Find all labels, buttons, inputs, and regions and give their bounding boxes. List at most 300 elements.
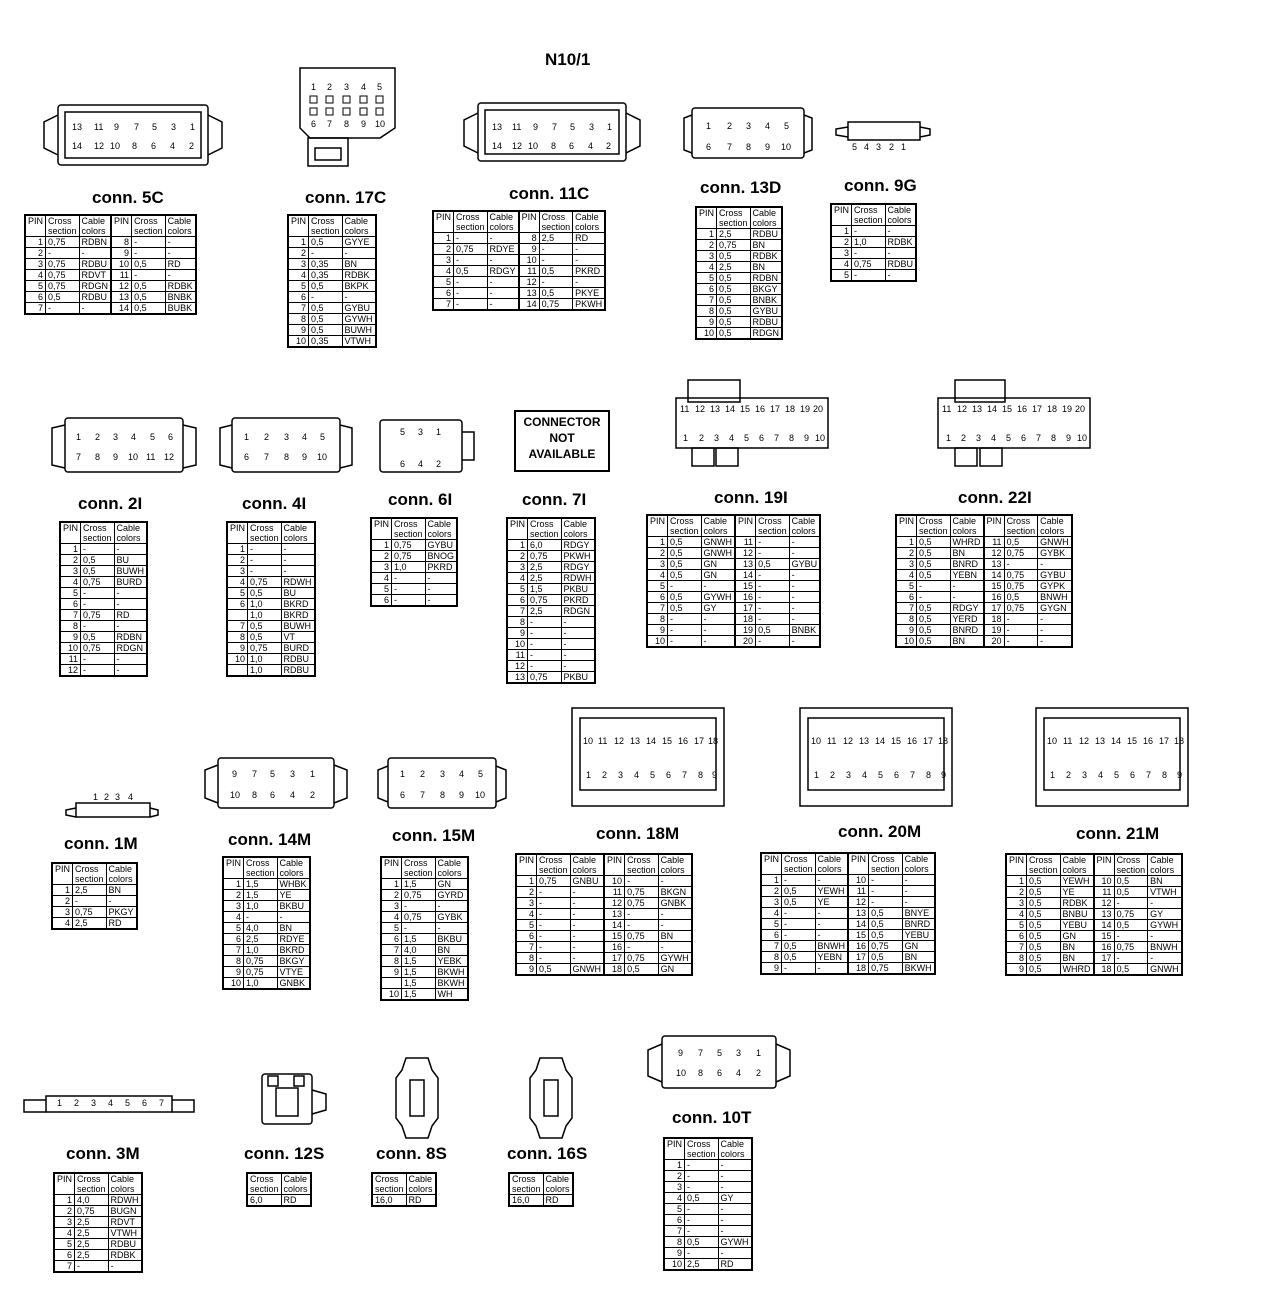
table-cell: 1,5 (402, 978, 436, 989)
table-cell: GYBU (789, 559, 820, 570)
table-row (227, 632, 315, 643)
table-header: PIN (111, 215, 132, 237)
table-header: PIN (433, 211, 454, 233)
table-cell: RDGN (114, 643, 147, 654)
table-cell: - (701, 614, 735, 625)
svg-text:17: 17 (694, 736, 705, 746)
table-row (223, 956, 310, 967)
svg-text:16: 16 (678, 736, 689, 746)
table-cell: 12 (519, 277, 540, 288)
table-row (1006, 876, 1182, 887)
svg-text:4: 4 (361, 82, 367, 92)
svg-text:3: 3 (171, 122, 177, 132)
svg-text:2: 2 (889, 142, 895, 152)
table-cell: 6 (896, 592, 917, 603)
svg-text:2: 2 (727, 121, 733, 131)
table-cell: 7 (507, 606, 528, 617)
table-row (1006, 920, 1182, 931)
table-header-row (507, 518, 595, 540)
table-cell: 0,5 (537, 964, 571, 976)
table-cell: 12 (1094, 898, 1115, 909)
conn-18m-drawing (572, 708, 724, 806)
table-cell: - (165, 248, 196, 259)
svg-text:17: 17 (770, 404, 781, 414)
svg-text:5: 5 (270, 769, 276, 779)
table-cell: GNWH (1148, 964, 1182, 976)
table-cell: RDBU (108, 1239, 142, 1250)
table-cell: - (789, 636, 820, 648)
svg-text:4: 4 (862, 770, 868, 780)
table-header: Cross section (509, 1173, 543, 1195)
table-cell: PKRD (425, 562, 457, 573)
table-cell: BKRD (281, 610, 315, 621)
conn-1m-drawing (66, 792, 158, 817)
table-cell: - (81, 544, 115, 555)
table-row (696, 306, 782, 317)
table-header-row (223, 857, 310, 879)
table-cell: 0,5 (1114, 887, 1148, 898)
table-cell: RDBK (750, 251, 782, 262)
table-cell: 6 (288, 292, 309, 303)
table-row (227, 665, 315, 677)
table-cell: - (392, 595, 426, 607)
conn-2i-drawing (52, 418, 196, 472)
table-row (223, 890, 310, 901)
conn-14m-title: conn. 14M (228, 830, 312, 849)
pin-table-16s (508, 1172, 574, 1207)
table-header-row (227, 522, 315, 544)
table-header-row (509, 1173, 573, 1195)
table-cell: 0,75 (392, 540, 426, 551)
table-cell: - (685, 1226, 719, 1237)
table-cell: BUGN (108, 1206, 142, 1217)
table-cell: 0,5 (1027, 876, 1061, 887)
table-row (896, 592, 1072, 603)
table-cell: 0,5 (917, 625, 951, 636)
table-cell: 0,35 (309, 336, 343, 348)
table-cell: - (917, 592, 951, 603)
table-header: PIN (54, 1173, 75, 1195)
table-cell: - (815, 963, 848, 975)
svg-text:2: 2 (74, 1098, 80, 1108)
table-cell: 8 (507, 617, 528, 628)
table-cell: 0,5 (917, 570, 951, 581)
table-row (25, 248, 196, 259)
table-cell: - (281, 544, 315, 555)
table-cell: 0,5 (717, 273, 751, 284)
table-row (696, 240, 782, 251)
table-cell: BKPK (342, 281, 376, 292)
table-cell: 3 (381, 901, 402, 912)
table-cell: PKWH (561, 551, 595, 562)
table-cell: - (685, 1171, 719, 1182)
table-cell: 8 (60, 621, 81, 632)
table-cell: - (685, 1215, 719, 1226)
svg-text:16: 16 (907, 736, 918, 746)
table-cell: 8 (111, 237, 132, 248)
table-cell: - (756, 636, 790, 648)
table-cell: - (902, 886, 935, 897)
table-cell: BN (750, 262, 782, 273)
table-row (25, 281, 196, 292)
table-cell: - (1148, 931, 1182, 942)
table-cell: 2 (60, 555, 81, 566)
svg-text:1: 1 (436, 427, 442, 437)
table-cell: - (789, 581, 820, 592)
svg-text:5: 5 (744, 433, 750, 443)
table-header: Cable colors (79, 215, 111, 237)
table-row (288, 303, 376, 314)
svg-text:8: 8 (551, 141, 557, 151)
table-cell: 0,5 (782, 886, 816, 897)
table-row (647, 636, 820, 648)
table-cell: GYBU (750, 306, 782, 317)
table-cell: - (573, 244, 606, 255)
table-cell: BU (114, 555, 147, 566)
table-cell: 3 (664, 1182, 685, 1193)
svg-text:11: 11 (598, 736, 608, 746)
svg-text:10: 10 (583, 736, 594, 746)
table-cell: PKRD (561, 595, 595, 606)
table-cell: 2 (516, 887, 537, 898)
table-cell: 0,75 (454, 244, 488, 255)
table-row (507, 562, 595, 573)
pin-table-4i (226, 521, 316, 677)
svg-text:9: 9 (678, 1048, 684, 1058)
table-cell: 1,0 (852, 237, 886, 248)
table-cell: - (528, 661, 562, 672)
table-cell: - (718, 1226, 752, 1237)
table-cell: 0,75 (392, 551, 426, 562)
table-cell: 12 (60, 665, 81, 677)
table-cell: BKGN (658, 887, 692, 898)
table-row (227, 610, 315, 621)
table-cell: 11 (1094, 887, 1115, 898)
table-row (896, 636, 1072, 648)
table-cell: 4 (371, 573, 392, 584)
conn-4i-title: conn. 4I (242, 494, 307, 513)
table-row (507, 661, 595, 672)
table-cell: 4 (831, 259, 852, 270)
table-row (664, 1171, 752, 1182)
table-cell: 2 (696, 240, 717, 251)
table-header: Cross section (81, 522, 115, 544)
table-header: PIN (381, 857, 402, 879)
pin-table-14m (222, 856, 311, 990)
table-cell: RDGN (561, 606, 595, 617)
table-header-row (247, 1173, 311, 1195)
svg-text:1: 1 (310, 769, 316, 779)
table-cell: - (561, 650, 595, 661)
table-cell: - (392, 573, 426, 584)
svg-text:6: 6 (666, 770, 672, 780)
svg-text:19: 19 (1062, 404, 1073, 414)
table-cell: RDBU (79, 259, 111, 270)
table-cell: 1 (288, 237, 309, 248)
table-cell: BKBU (435, 934, 468, 945)
table-cell: - (756, 581, 790, 592)
table-row (507, 551, 595, 562)
table-row (60, 621, 147, 632)
svg-text:9: 9 (302, 452, 308, 462)
table-row (381, 923, 468, 934)
table-cell: 2 (25, 248, 46, 259)
table-cell: 0,5 (917, 537, 951, 548)
svg-text:2: 2 (95, 432, 101, 442)
table-cell: 2,5 (717, 262, 751, 273)
table-cell: 8 (516, 953, 537, 964)
svg-text:3: 3 (589, 122, 595, 132)
pin-table-22i (895, 514, 1073, 648)
table-cell: YEBK (435, 956, 468, 967)
table-cell: - (668, 581, 702, 592)
table-cell: 17 (1094, 953, 1115, 964)
table-cell: GYWH (701, 592, 735, 603)
table-cell: - (281, 566, 315, 577)
table-row (371, 562, 457, 573)
table-cell: 0,75 (528, 595, 562, 606)
table-header: Cable colors (718, 1138, 752, 1160)
svg-text:5: 5 (478, 769, 484, 779)
table-header: PIN (735, 515, 756, 537)
table-row (761, 908, 935, 919)
table-cell: 0,5 (917, 559, 951, 570)
table-cell: 1,5 (402, 967, 436, 978)
table-cell: RD (106, 918, 137, 930)
table-cell: YEBN (950, 570, 984, 581)
table-row (507, 540, 595, 551)
table-cell: - (1004, 636, 1038, 648)
table-cell: 2,5 (685, 1259, 719, 1271)
svg-text:9: 9 (533, 122, 539, 132)
svg-text:4: 4 (765, 121, 771, 131)
table-cell: - (1114, 898, 1148, 909)
table-cell: 0,5 (685, 1237, 719, 1248)
table-row (227, 599, 315, 610)
table-row (60, 544, 147, 555)
table-row (1006, 942, 1182, 953)
table-row (664, 1226, 752, 1237)
table-cell: 0,5 (917, 614, 951, 625)
table-cell: - (114, 665, 147, 677)
table-row (52, 918, 137, 930)
table-cell: 2 (371, 551, 392, 562)
table-cell: RD (406, 1195, 436, 1207)
table-row (507, 606, 595, 617)
table-cell: GYBU (425, 540, 457, 551)
table-cell: 7 (60, 610, 81, 621)
table-cell: 19 (735, 625, 756, 636)
table-cell: 3 (761, 897, 782, 908)
table-cell: - (782, 919, 816, 930)
table-header: Cross section (1027, 854, 1061, 876)
table-header: Cross section (1004, 515, 1038, 537)
table-cell: 0,5 (539, 288, 573, 299)
table-cell: 1 (516, 876, 537, 887)
svg-text:12: 12 (957, 404, 968, 414)
table-cell: 3 (433, 255, 454, 266)
svg-text:5: 5 (152, 122, 158, 132)
table-cell: 0,75 (244, 967, 278, 978)
table-header: Cable colors (435, 857, 468, 879)
svg-text:4: 4 (290, 790, 296, 800)
table-header: PIN (1094, 854, 1115, 876)
table-cell: - (789, 548, 820, 559)
table-row (371, 573, 457, 584)
table-header: Cross section (852, 204, 886, 226)
svg-text:5: 5 (400, 427, 406, 437)
table-cell: GNWH (701, 537, 735, 548)
table-cell: - (454, 299, 488, 311)
table-cell: BN (1148, 876, 1182, 887)
table-cell: - (79, 248, 111, 259)
table-row (1006, 931, 1182, 942)
table-cell: PKYE (573, 288, 606, 299)
table-cell: 0,5 (717, 251, 751, 262)
table-header: Cable colors (658, 854, 692, 876)
table-cell: - (570, 909, 604, 920)
table-cell: - (454, 255, 488, 266)
svg-text:5: 5 (125, 1098, 131, 1108)
table-cell: GYPK (1038, 581, 1072, 592)
table-header: PIN (604, 854, 625, 876)
table-row (52, 907, 137, 918)
table-cell: - (852, 270, 886, 282)
table-cell: GYBU (342, 303, 376, 314)
table-row (60, 610, 147, 621)
table-row (696, 317, 782, 328)
table-cell: 0,75 (869, 941, 903, 952)
table-row (696, 284, 782, 295)
table-cell: - (815, 908, 848, 919)
table-cell: 0,5 (668, 559, 702, 570)
table-cell: 16 (848, 941, 869, 952)
table-row (696, 229, 782, 240)
table-header: Cable colors (277, 857, 310, 879)
table-cell: 2 (223, 890, 244, 901)
table-cell: 12 (604, 898, 625, 909)
table-cell: 2 (227, 555, 248, 566)
table-row (1006, 887, 1182, 898)
table-cell: BN (277, 923, 310, 934)
svg-text:12: 12 (843, 736, 854, 746)
table-row (227, 544, 315, 555)
pin-table-12s (246, 1172, 312, 1207)
svg-text:12: 12 (94, 141, 105, 151)
svg-text:13: 13 (972, 404, 983, 414)
table-header: Cable colors (281, 1173, 311, 1195)
conn-21m-title: conn. 21M (1076, 824, 1160, 843)
conn-15m-drawing (378, 758, 506, 808)
table-cell: BN (435, 945, 468, 956)
table-cell: - (81, 588, 115, 599)
table-cell: 0,5 (309, 303, 343, 314)
table-cell: - (668, 614, 702, 625)
table-cell: 0,75 (625, 887, 659, 898)
svg-text:6: 6 (400, 459, 406, 469)
table-row (664, 1215, 752, 1226)
table-cell: RDBU (750, 229, 782, 240)
svg-text:10: 10 (128, 452, 139, 462)
table-cell: - (454, 233, 488, 244)
table-cell: 0,75 (1004, 548, 1038, 559)
conn-3m-title: conn. 3M (66, 1144, 140, 1163)
svg-text:5: 5 (717, 1048, 723, 1058)
table-cell: GY (1148, 909, 1182, 920)
table-cell: RDWH (561, 573, 595, 584)
table-cell: RDWH (281, 577, 315, 588)
table-cell: 5 (516, 920, 537, 931)
table-cell: RD (281, 1195, 311, 1207)
table-cell: 6,0 (247, 1195, 281, 1207)
table-cell: GYBK (435, 912, 468, 923)
table-cell: - (869, 897, 903, 908)
svg-text:6: 6 (311, 119, 317, 129)
table-cell: WHRD (1060, 964, 1094, 976)
table-cell: - (756, 548, 790, 559)
table-cell: 10 (288, 336, 309, 348)
table-cell: - (281, 555, 315, 566)
table-cell: 3 (25, 259, 46, 270)
svg-text:13: 13 (492, 122, 503, 132)
svg-text:2: 2 (436, 459, 442, 469)
table-cell: 10 (507, 639, 528, 650)
table-cell: 4,0 (402, 945, 436, 956)
table-cell: 13 (519, 288, 540, 299)
table-cell: 6 (664, 1215, 685, 1226)
svg-text:4: 4 (864, 142, 870, 152)
table-cell: - (869, 875, 903, 886)
pin-table-13d (695, 206, 783, 340)
table-header: Cable colors (950, 515, 984, 537)
table-cell: WHRD (950, 537, 984, 548)
table-cell: YEBN (815, 952, 848, 963)
table-cell: BN (950, 548, 984, 559)
table-cell: 3 (1006, 898, 1027, 909)
table-cell: - (537, 898, 571, 909)
table-header-row (371, 518, 457, 540)
table-cell: - (1038, 636, 1072, 648)
table-row (381, 967, 468, 978)
table-cell: RDGY (487, 266, 519, 277)
conn-16s-drawing (530, 1058, 572, 1138)
table-header: Cross section (756, 515, 790, 537)
table-cell: GYBK (1038, 548, 1072, 559)
table-row (227, 654, 315, 665)
pin-table-5c (24, 214, 197, 315)
svg-text:5: 5 (650, 770, 656, 780)
table-cell: 0,5 (782, 952, 816, 963)
table-cell: 17 (604, 953, 625, 964)
table-cell: 14 (984, 570, 1005, 581)
table-row (696, 328, 782, 340)
pin-table-21m (1005, 853, 1183, 976)
table-cell: 0,5 (1004, 592, 1038, 603)
table-cell: 16,0 (509, 1195, 543, 1207)
table-cell: - (573, 277, 606, 288)
conn-20m-title: conn. 20M (838, 822, 922, 841)
table-cell: BNBU (1060, 909, 1094, 920)
table-row (647, 592, 820, 603)
table-cell: - (81, 654, 115, 665)
table-header: Cross section (454, 211, 488, 233)
table-row (381, 901, 468, 912)
table-cell: 0,5 (717, 306, 751, 317)
table-row (371, 595, 457, 607)
table-cell: VTWH (1148, 887, 1182, 898)
table-cell: 0,5 (309, 281, 343, 292)
table-cell: 15 (1094, 931, 1115, 942)
